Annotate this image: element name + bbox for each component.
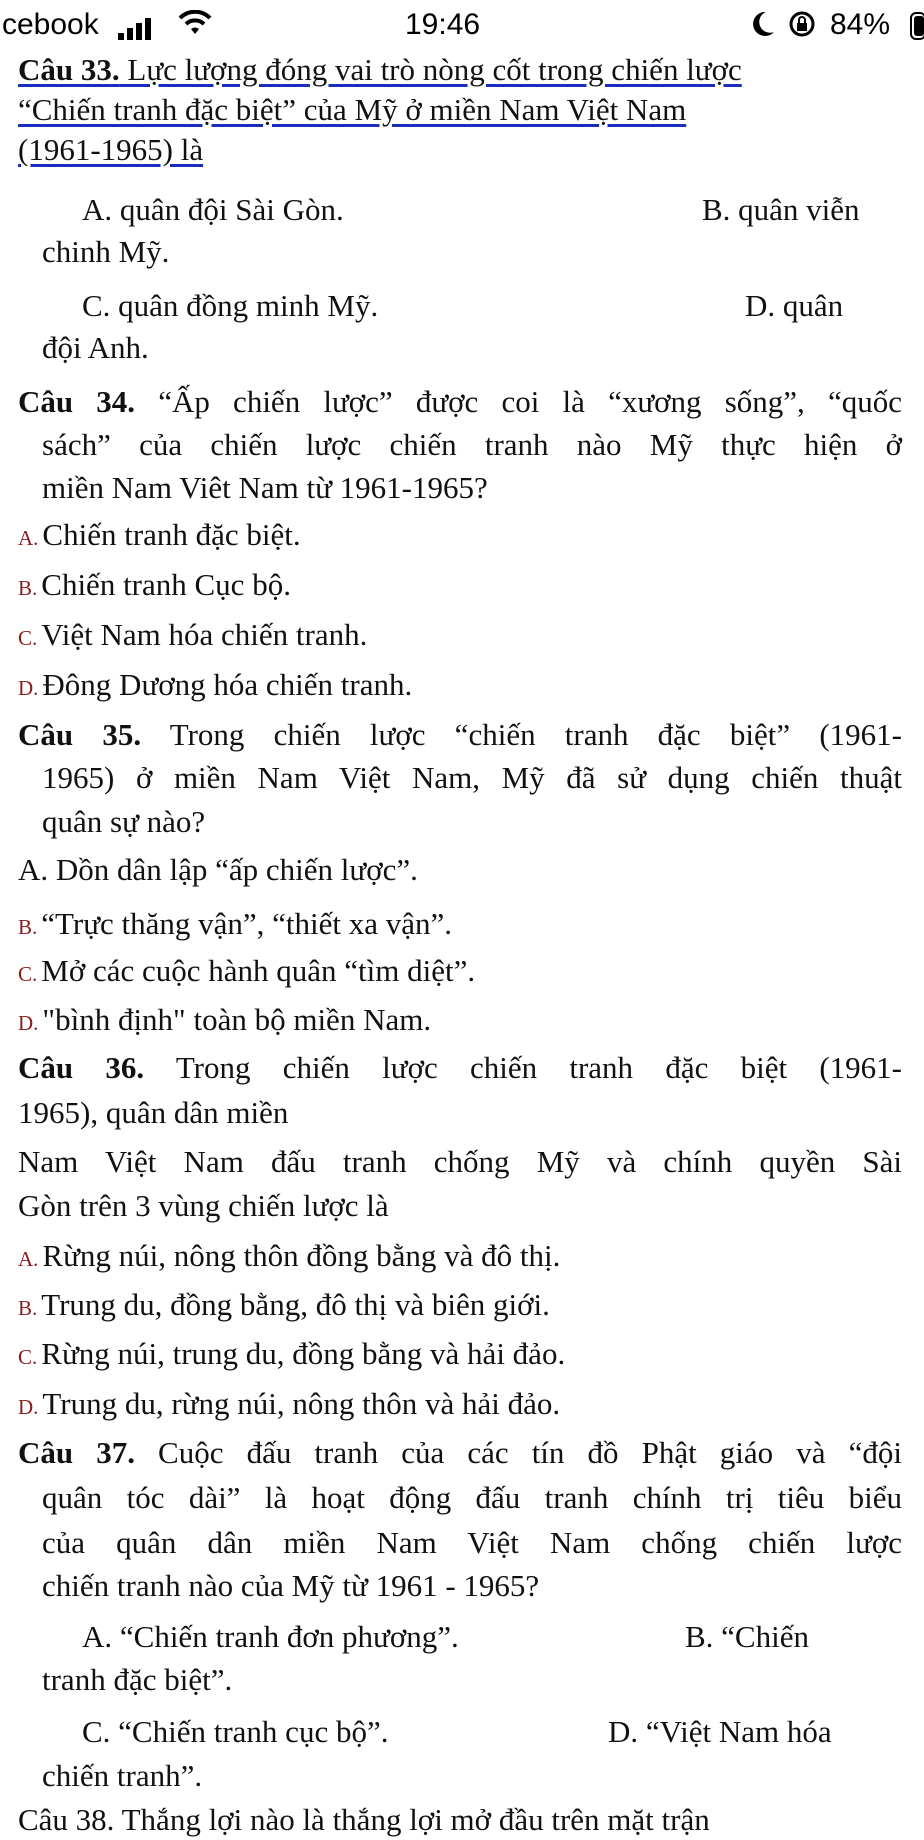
question-36-option-c: C. Rừng núi, trung du, đồng bằng và hải đảo.: [18, 1336, 566, 1371]
question-34-line-3: miền Nam Viêt Nam từ 1961-1965?: [42, 470, 488, 505]
question-35-option-b: B. “Trực thăng vận”, “thiết xa vận”.: [18, 906, 453, 941]
question-37-option-b-cont: tranh đặc biệt”.: [42, 1662, 233, 1697]
question-37-option-a: A. “Chiến tranh đơn phương”.: [82, 1619, 459, 1654]
question-36-option-a: A. Rừng núi, nông thôn đồng bằng và đô thị.: [18, 1238, 561, 1273]
clock: 19:46: [405, 8, 481, 41]
question-36-line-2: 1965), quân dân miền: [18, 1095, 289, 1130]
question-33-option-d: D. quân: [745, 288, 844, 323]
question-37-line-3: của quân dân miền Nam Việt Nam chống chiến lược: [42, 1525, 902, 1560]
question-34-line-2: sách” của chiến lược chiến tranh nào Mỹ thực hiện ở: [42, 427, 902, 462]
question-37-line-2: quân tóc dài” là hoạt động đấu tranh chính trị tiêu biểu: [42, 1480, 902, 1515]
question-36-line-1: Câu 36. Trong chiến lược chiến tranh đặc biệt (1961-: [18, 1050, 902, 1085]
question-34-option-c: C. Việt Nam hóa chiến tranh.: [18, 617, 368, 652]
question-36-option-d: D. Trung du, rừng núi, nông thôn và hải đảo.: [18, 1386, 561, 1421]
question-33-line-1: Câu 33. Lực lượng đóng vai trò nòng cốt trong chiến lược: [18, 52, 742, 87]
rotation-lock-icon: [788, 10, 816, 46]
question-37-option-d-cont: chiến tranh”.: [42, 1758, 203, 1793]
question-33-option-c: C. quân đồng minh Mỹ.: [82, 288, 379, 323]
question-37-line-1: Câu 37. Cuộc đấu tranh của các tín đồ Phật giáo và “đội: [18, 1435, 902, 1470]
question-34-option-d: D. Đông Dương hóa chiến tranh.: [18, 667, 413, 702]
question-33-line-3: (1961-1965) là: [18, 132, 204, 167]
question-34-option-b: B. Chiến tranh Cục bộ.: [18, 567, 291, 602]
question-35-option-a: A. Dồn dân lập “ấp chiến lược”.: [18, 852, 418, 887]
question-34-line-1: Câu 34. “Ấp chiến lược” được coi là “xương sống”, “quốc: [18, 384, 902, 419]
question-37-option-d: D. “Việt Nam hóa: [608, 1714, 832, 1749]
battery-percent: 84%: [830, 8, 891, 41]
question-33-line-2: “Chiến tranh đặc biệt” của Mỹ ở miền Nam Việt Nam: [18, 92, 687, 127]
question-37-line-4: chiến tranh nào của Mỹ từ 1961 - 1965?: [42, 1568, 540, 1603]
status-bar: [0, 0, 924, 52]
question-34-option-a: A. Chiến tranh đặc biệt.: [18, 517, 301, 552]
cellular-signal-icon: [118, 14, 154, 48]
question-33-option-b: B. quân viễn: [702, 192, 860, 227]
carrier-label: cebook: [2, 8, 99, 41]
question-35-line-1: Câu 35. Trong chiến lược “chiến tranh đặc biệt” (1961-: [18, 717, 902, 752]
question-35-option-c: C. Mở các cuộc hành quân “tìm diệt”.: [18, 953, 476, 988]
battery-icon: [910, 12, 924, 48]
moon-icon: [750, 10, 776, 46]
question-37-option-c: C. “Chiến tranh cục bộ”.: [82, 1714, 389, 1749]
question-35-option-d: D. "bình định" toàn bộ miền Nam.: [18, 1002, 432, 1037]
question-37-option-b: B. “Chiến: [685, 1619, 809, 1654]
question-33-option-a: A. quân đội Sài Gòn.: [82, 192, 344, 227]
question-33-option-b-cont: chinh Mỹ.: [42, 234, 170, 269]
question-38-cutoff-line: Câu 38. Thắng lợi nào là thắng lợi mở đầu trên mặt trận: [18, 1802, 710, 1837]
wifi-icon: [178, 10, 212, 44]
question-35-line-2: 1965) ở miền Nam Việt Nam, Mỹ đã sử dụng chiến thuật: [42, 760, 902, 795]
question-36-line-4: Gòn trên 3 vùng chiến lược là: [18, 1188, 389, 1223]
question-36-option-b: B. Trung du, đồng bằng, đô thị và biên giới.: [18, 1287, 550, 1322]
question-36-line-3: Nam Việt Nam đấu tranh chống Mỹ và chính quyền Sài: [18, 1144, 902, 1179]
question-35-line-3: quân sự nào?: [42, 804, 206, 839]
question-33-option-d-cont: đội Anh.: [42, 330, 149, 365]
